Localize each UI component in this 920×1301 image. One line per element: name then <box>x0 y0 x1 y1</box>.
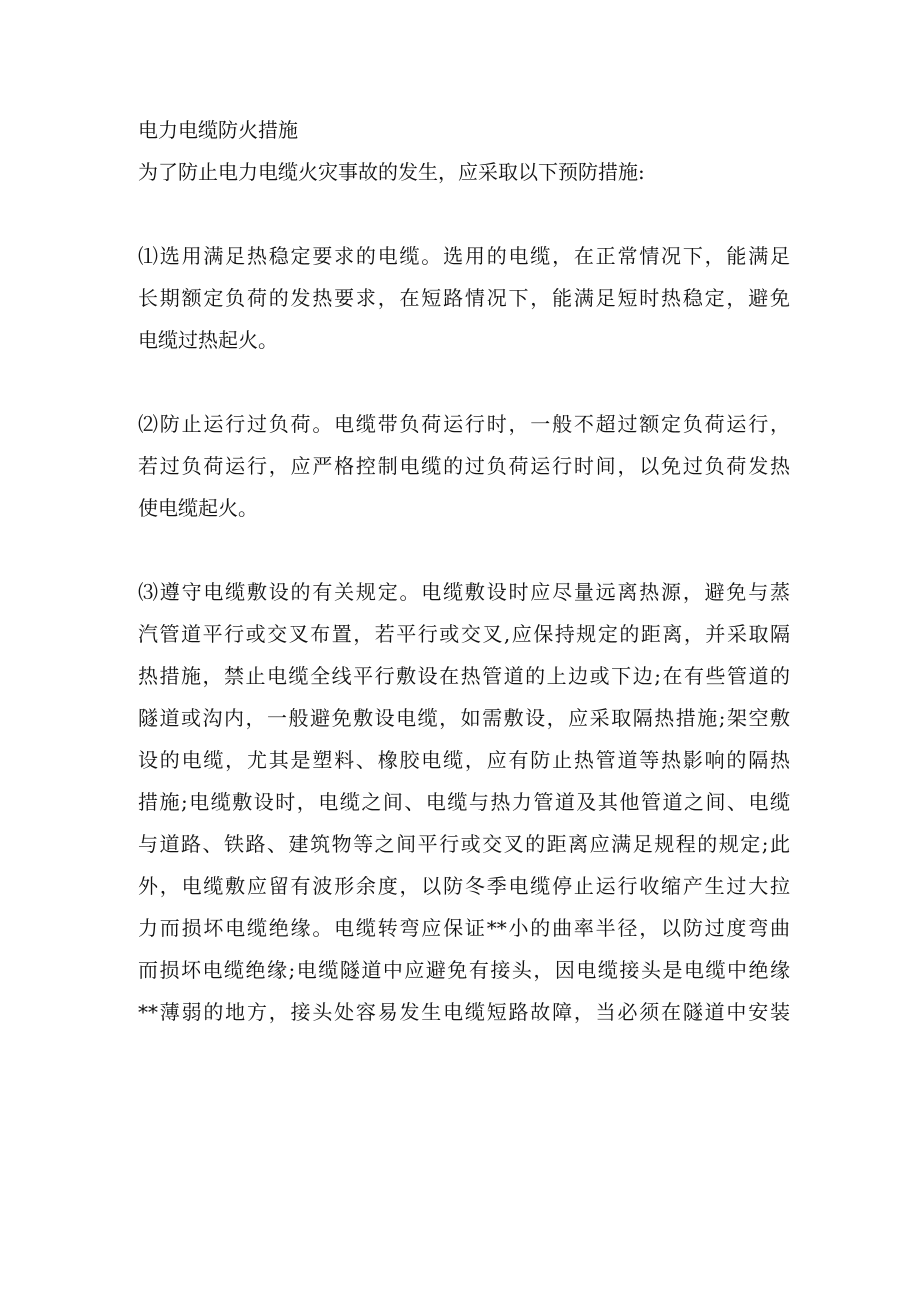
paragraph-line: 与道路、铁路、建筑物等之间平行或交叉的距离应满足规程的规定;此 <box>138 832 790 856</box>
document-page <box>138 116 790 1082</box>
paragraph-line: 措施;电缆敷设时，电缆之间、电缆与热力管道及其他管道之间、电缆 <box>138 790 790 814</box>
paragraph-line: **薄弱的地方，接头处容易发生电缆短路故障，当必须在隧道中安装 <box>138 1000 790 1024</box>
paragraph-line: 而损坏电缆绝缘;电缆隧道中应避免有接头，因电缆接头是电缆中绝缘 <box>138 958 790 982</box>
paragraph-1 <box>138 242 790 354</box>
paragraph-line: 汽管道平行或交叉布置，若平行或交叉,应保持规定的距离，并采取隔 <box>138 622 790 646</box>
paragraph-line: ⑶遵守电缆敷设的有关规定。电缆敷设时应尽量远离热源，避免与蒸 <box>138 580 790 604</box>
paragraph-line: 长期额定负荷的发热要求，在短路情况下，能满足短时热稳定，避免 <box>138 286 790 310</box>
paragraph-3 <box>138 578 790 1026</box>
intro-text: 为了防止电力电缆火灾事故的发生，应采取以下预防措施: <box>138 160 645 184</box>
paragraph-line: 热措施，禁止电缆全线平行敷设在热管道的上边或下边;在有些管道的 <box>138 664 790 688</box>
document-title: 电力电缆防火措施 <box>138 118 298 142</box>
paragraph-2 <box>138 410 790 522</box>
paragraph-line: 使电缆起火。 <box>138 496 258 520</box>
paragraph-line: 电缆过热起火。 <box>138 328 278 352</box>
paragraph-line: 隧道或沟内，一般避免敷设电缆，如需敷设，应采取隔热措施;架空敷 <box>138 706 790 730</box>
paragraph-line: 外，电缆敷应留有波形余度，以防冬季电缆停止运行收缩产生过大拉 <box>138 874 790 898</box>
paragraph-line: 若过负荷运行，应严格控制电缆的过负荷运行时间，以免过负荷发热 <box>138 454 790 478</box>
paragraph-line: ⑵防止运行过负荷。电缆带负荷运行时，一般不超过额定负荷运行， <box>138 412 790 436</box>
paragraph-line: 设的电缆，尤其是塑料、橡胶电缆，应有防止热管道等热影响的隔热 <box>138 748 790 772</box>
paragraph-line: 力而损坏电缆绝缘。电缆转弯应保证**小的曲率半径，以防过度弯曲 <box>138 916 790 940</box>
paragraph-line: ⑴选用满足热稳定要求的电缆。选用的电缆，在正常情况下，能满足 <box>138 244 790 268</box>
